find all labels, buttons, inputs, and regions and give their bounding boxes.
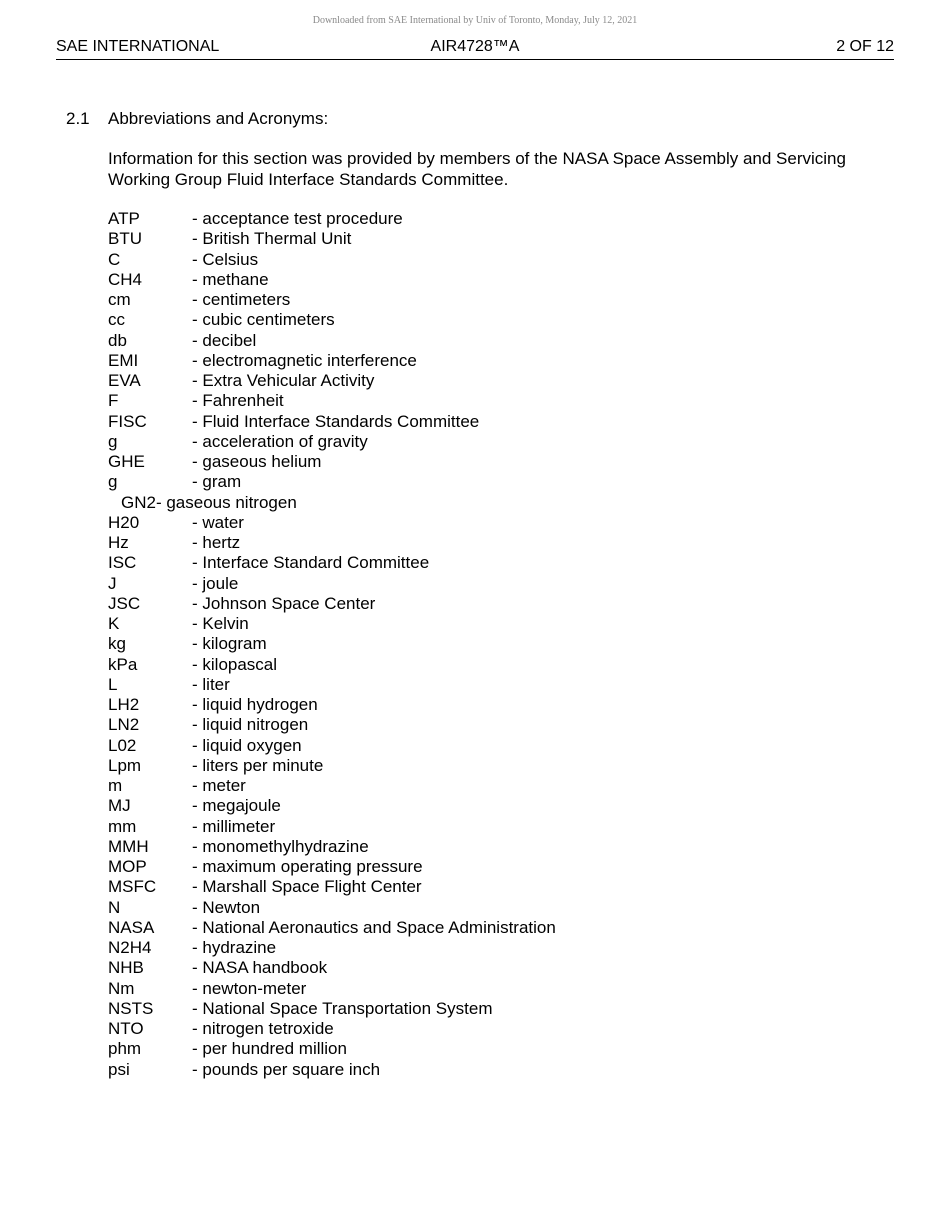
abbreviation-row bbox=[108, 351, 556, 371]
abbreviation-definition: - Newton bbox=[192, 897, 261, 917]
abbreviation-row bbox=[108, 270, 556, 290]
abbreviation-row bbox=[108, 594, 556, 614]
abbreviation-row bbox=[108, 898, 556, 918]
page-number: 2 OF 12 bbox=[836, 38, 894, 55]
abbreviation-term: mm bbox=[108, 816, 137, 836]
abbreviation-row bbox=[108, 715, 556, 735]
abbreviation-row bbox=[108, 796, 556, 816]
abbreviation-definition: - Fahrenheit bbox=[192, 391, 284, 411]
abbreviation-definition: - kilopascal bbox=[192, 654, 278, 674]
abbreviation-definition: - Interface Standard Committee bbox=[192, 553, 430, 573]
abbreviation-term: m bbox=[108, 776, 123, 795]
abbreviation-definition: - megajoule bbox=[192, 796, 281, 816]
abbreviation-row bbox=[108, 472, 556, 492]
section-title: Abbreviations and Acronyms: bbox=[108, 109, 329, 128]
abbreviation-definition: - liquid hydrogen bbox=[192, 695, 318, 714]
abbreviation-row bbox=[108, 756, 556, 776]
abbreviation-row bbox=[108, 209, 556, 229]
abbreviation-term: db bbox=[108, 330, 127, 350]
abbreviation-definition: - monomethylhydrazine bbox=[192, 836, 369, 856]
abbreviation-term: NASA bbox=[108, 917, 155, 937]
abbreviation-definition: - methane bbox=[192, 269, 269, 289]
abbreviation-definition: - Celsius bbox=[192, 249, 259, 269]
abbreviation-term: LH2 bbox=[108, 695, 140, 714]
abbreviation-definition: - liter bbox=[192, 674, 230, 694]
abbreviation-row bbox=[108, 776, 556, 796]
abbreviation-term: GHE bbox=[108, 452, 145, 471]
page-header bbox=[56, 37, 894, 60]
abbreviation-row bbox=[108, 695, 556, 715]
abbreviation-definition: - Marshall Space Flight Center bbox=[192, 877, 422, 897]
abbreviation-term: kPa bbox=[108, 654, 138, 674]
abbreviation-list bbox=[108, 209, 556, 1080]
abbreviation-term: g bbox=[108, 472, 118, 492]
abbreviation-term: NHB bbox=[108, 958, 144, 978]
section-number: 2.1 bbox=[66, 109, 90, 128]
abbreviation-row bbox=[108, 391, 556, 411]
abbreviation-definition: - Extra Vehicular Activity bbox=[192, 371, 375, 390]
abbreviation-term: NSTS bbox=[108, 998, 154, 1018]
abbreviation-definition: - joule bbox=[192, 573, 239, 593]
abbreviation-term: L bbox=[108, 674, 118, 694]
abbreviation-term: MJ bbox=[108, 796, 131, 816]
abbreviation-row bbox=[108, 877, 556, 897]
abbreviation-definition: - Kelvin bbox=[192, 614, 249, 633]
abbreviation-definition: - hertz bbox=[192, 533, 241, 552]
abbreviation-definition: - British Thermal Unit bbox=[192, 229, 352, 249]
download-watermark: Downloaded from SAE International by Univ of Toronto, Monday, July 12, 2021 bbox=[312, 15, 638, 26]
abbreviation-term: H20 bbox=[108, 512, 140, 532]
abbreviation-row bbox=[108, 432, 556, 452]
abbreviation-definition: - per hundred million bbox=[192, 1039, 347, 1059]
abbreviation-row bbox=[108, 1019, 556, 1039]
section-intro: Information for this section was provided by members of the NASA Space Assembly and Servicing Working Group Fluid Interface Standards Committee. bbox=[108, 149, 846, 189]
abbreviation-definition: - water bbox=[192, 512, 244, 532]
abbreviation-definition: - liquid nitrogen bbox=[192, 715, 309, 735]
abbreviation-term: cm bbox=[108, 290, 131, 309]
abbreviation-definition: - cubic centimeters bbox=[192, 310, 335, 330]
abbreviation-term: F bbox=[108, 391, 119, 411]
abbreviation-term: L02 bbox=[108, 735, 137, 755]
abbreviation-definition: - National Aeronautics and Space Administration bbox=[192, 917, 556, 937]
abbreviation-row bbox=[108, 999, 556, 1019]
abbreviation-definition: - kilogram bbox=[192, 634, 267, 654]
abbreviation-row bbox=[108, 290, 556, 310]
abbreviation-row bbox=[108, 736, 556, 756]
abbreviation-term: JSC bbox=[108, 593, 141, 613]
abbreviation-row bbox=[108, 493, 556, 513]
abbreviation-term: ATP bbox=[108, 209, 140, 228]
abbreviation-term: MMH bbox=[108, 836, 149, 856]
abbreviation-term: LN2 bbox=[108, 715, 140, 735]
abbreviation-term: Lpm bbox=[108, 755, 142, 775]
abbreviation-term: Hz bbox=[108, 533, 129, 552]
abbreviation-row bbox=[108, 614, 556, 634]
abbreviation-definition: - Johnson Space Center bbox=[192, 593, 376, 613]
abbreviation-term: MOP bbox=[108, 857, 147, 876]
publisher-name: SAE INTERNATIONAL bbox=[56, 38, 220, 55]
abbreviation-definition: - centimeters bbox=[192, 290, 291, 309]
abbreviation-term: BTU bbox=[108, 229, 142, 249]
abbreviation-term: phm bbox=[108, 1039, 142, 1059]
abbreviation-row bbox=[108, 1060, 556, 1080]
abbreviation-row bbox=[108, 979, 556, 999]
abbreviation-term: kg bbox=[108, 634, 126, 654]
abbreviation-term: N bbox=[108, 897, 121, 917]
abbreviation-term: g bbox=[108, 431, 118, 451]
abbreviation-row bbox=[108, 229, 556, 249]
abbreviation-row bbox=[108, 655, 556, 675]
document-number: AIR4728™A bbox=[430, 38, 520, 55]
abbreviation-row bbox=[108, 958, 556, 978]
abbreviation-definition: - NASA handbook bbox=[192, 958, 328, 978]
abbreviation-row bbox=[108, 553, 556, 573]
abbreviation-row bbox=[108, 371, 556, 391]
abbreviation-row bbox=[108, 675, 556, 695]
abbreviation-definition: - acceptance test procedure bbox=[192, 209, 403, 228]
abbreviation-term: J bbox=[108, 573, 117, 593]
abbreviation-term: CH4 bbox=[108, 269, 143, 289]
abbreviation-row bbox=[108, 513, 556, 533]
abbreviation-row bbox=[108, 533, 556, 553]
abbreviation-term: GN2 bbox=[121, 492, 156, 512]
abbreviation-definition: - millimeter bbox=[192, 816, 276, 836]
abbreviation-definition: - meter bbox=[192, 776, 246, 795]
abbreviation-term: N2H4 bbox=[108, 938, 152, 957]
abbreviation-term: ISC bbox=[108, 553, 137, 573]
abbreviation-row bbox=[108, 837, 556, 857]
abbreviation-row bbox=[108, 817, 556, 837]
abbreviation-definition: - liquid oxygen bbox=[192, 735, 302, 755]
abbreviation-row bbox=[108, 250, 556, 270]
abbreviation-row bbox=[108, 918, 556, 938]
abbreviation-definition: - electromagnetic interference bbox=[192, 350, 417, 370]
abbreviation-row bbox=[108, 310, 556, 330]
abbreviation-definition: - newton-meter bbox=[192, 978, 307, 998]
abbreviation-term: Nm bbox=[108, 978, 135, 998]
abbreviation-definition: - acceleration of gravity bbox=[192, 431, 368, 451]
abbreviation-definition: - National Space Transportation System bbox=[192, 998, 493, 1018]
abbreviation-row bbox=[108, 412, 556, 432]
abbreviation-term: NTO bbox=[108, 1019, 144, 1038]
abbreviation-row bbox=[108, 857, 556, 877]
abbreviation-definition: - liters per minute bbox=[192, 755, 324, 775]
abbreviation-definition: - gaseous nitrogen bbox=[155, 492, 297, 512]
abbreviation-row bbox=[108, 938, 556, 958]
abbreviation-definition: - gaseous helium bbox=[192, 452, 322, 471]
abbreviation-row bbox=[108, 1039, 556, 1059]
abbreviation-definition: - hydrazine bbox=[192, 938, 277, 957]
abbreviation-definition: - maximum operating pressure bbox=[192, 857, 423, 876]
abbreviation-definition: - nitrogen tetroxide bbox=[192, 1019, 334, 1038]
abbreviation-term: psi bbox=[108, 1059, 130, 1079]
abbreviation-definition: - Fluid Interface Standards Committee bbox=[192, 411, 480, 431]
abbreviation-term: EMI bbox=[108, 350, 139, 370]
abbreviation-definition: - decibel bbox=[192, 330, 257, 350]
abbreviation-row bbox=[108, 634, 556, 654]
abbreviation-row bbox=[108, 331, 556, 351]
abbreviation-term: cc bbox=[108, 310, 125, 330]
abbreviation-definition: - pounds per square inch bbox=[192, 1059, 381, 1079]
abbreviation-term: MSFC bbox=[108, 877, 157, 897]
abbreviation-term: K bbox=[108, 614, 120, 633]
abbreviation-row bbox=[108, 574, 556, 594]
abbreviation-term: FISC bbox=[108, 411, 147, 431]
abbreviation-term: C bbox=[108, 249, 121, 269]
abbreviation-definition: - gram bbox=[192, 472, 242, 492]
abbreviation-term: EVA bbox=[108, 371, 141, 390]
abbreviation-row bbox=[108, 452, 556, 472]
